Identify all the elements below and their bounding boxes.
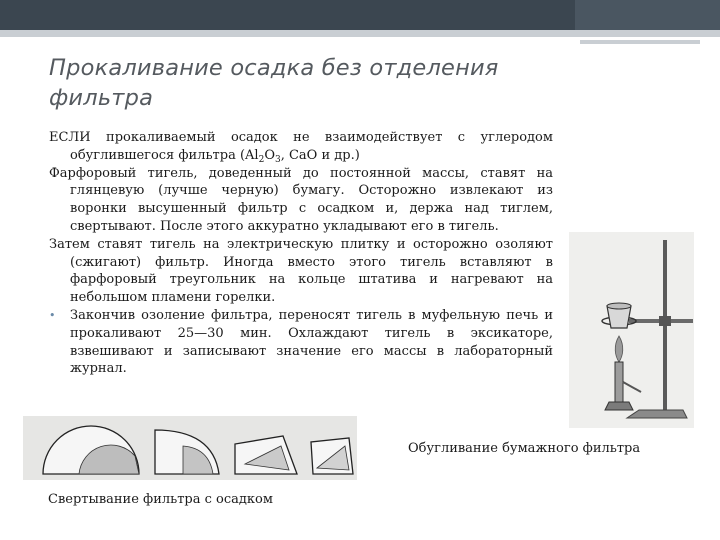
title-accent-line: [580, 40, 700, 44]
header-stripe: [0, 30, 720, 37]
paragraph-muffle: • Закончив озоление фильтра, переносят тигель в муфельную печь и прокаливают 25—30 мин. Охлаждают тигель в эксикаторе, взвешивают и записывают значение его массы в лабораторный журнал.: [49, 307, 553, 377]
caption-charring: Обугливание бумажного фильтра: [408, 441, 641, 456]
paragraph-intro: ЕСЛИ прокаливаемый осадок не взаимодействует с углеродом обуглившегося фильтра ($Al_2O_3$, CaO и др.): [49, 130, 553, 165]
paragraph-crucible: Фарфоровый тигель, доведенный до постоянной массы, ставят на глянцевую (лучше черную) бумагу. Осторожно извлекают из воронки высушенный фильтр с осадком и, держа над тиглем, свертывают. После этого аккуратно укладывают его в тигель.: [49, 165, 553, 234]
filter-folding-illustration: [23, 416, 357, 480]
bullet-icon: •: [49, 308, 56, 322]
charring-apparatus-illustration: [569, 232, 694, 428]
caption-folding: Свертывание фильтра с осадком: [48, 492, 273, 507]
slide-body: [49, 129, 553, 378]
header-accent: [575, 0, 720, 30]
paragraph-ashing: Затем ставят тигель на электрическую плитку и осторожно озоляют (сжигают) фильтр. Иногда вместо этого тигель вставляют в фарфоровый треугольник на кольце штатива и нагревают на небольшом пламени горелки.: [49, 236, 553, 306]
slide-title: Прокаливание осадка без отделения фильтра: [49, 55, 499, 111]
